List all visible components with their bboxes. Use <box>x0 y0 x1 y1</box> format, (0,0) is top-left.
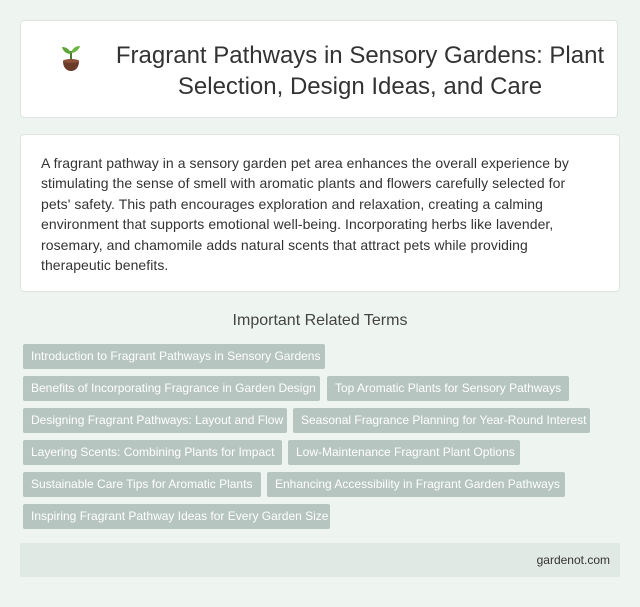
intro-line: stimulating the sense of smell with aromatic plants and flowers carefully selected for <box>41 175 566 192</box>
related-term-tag[interactable]: Low-Maintenance Fragrant Plant Options <box>288 440 520 465</box>
intro-line: pets' safety. This path encourages exploration and relaxation, creating a calming <box>41 195 543 212</box>
related-term-tag[interactable]: Introduction to Fragrant Pathways in Sensory Gardens <box>23 344 325 369</box>
related-term-tag[interactable]: Enhancing Accessibility in Fragrant Garden Pathways <box>267 472 565 497</box>
intro-line: A fragrant pathway in a sensory garden pet area enhances the overall experience by <box>41 155 569 171</box>
intro-line: environment that supports emotional well-being. Incorporating herbs like lavender, <box>41 216 554 233</box>
related-terms-heading: Important Related Terms <box>232 312 408 329</box>
footer-bar <box>20 543 620 577</box>
intro-card <box>20 134 620 292</box>
intro-paragraph <box>41 153 601 275</box>
footer-site-name: gardenot.com <box>536 553 610 567</box>
related-term-tag[interactable]: Designing Fragrant Pathways: Layout and Flow <box>23 408 287 433</box>
related-term-tag[interactable]: Layering Scents: Combining Plants for Impact <box>23 440 282 465</box>
related-term-tag[interactable]: Seasonal Fragrance Planning for Year-Round Interest <box>293 408 590 433</box>
related-term-tag[interactable]: Sustainable Care Tips for Aromatic Plants <box>23 472 261 497</box>
page-title-line: Selection, Design Ideas, and Care <box>177 73 543 100</box>
related-term-tag[interactable]: Benefits of Incorporating Fragrance in Garden Design <box>23 376 320 401</box>
page-title-line: Fragrant Pathways in Sensory Gardens: Plant <box>115 42 605 69</box>
related-term-tag[interactable]: Inspiring Fragrant Pathway Ideas for Every Garden Size <box>23 504 330 529</box>
intro-line: therapeutic benefits. <box>41 257 169 274</box>
related-term-tag[interactable]: Top Aromatic Plants for Sensory Pathways <box>327 376 569 401</box>
intro-line: rosemary, and chamomile adds natural scents that attract pets while providing <box>41 236 528 253</box>
page-title <box>100 40 620 102</box>
sprout-icon <box>56 44 86 74</box>
